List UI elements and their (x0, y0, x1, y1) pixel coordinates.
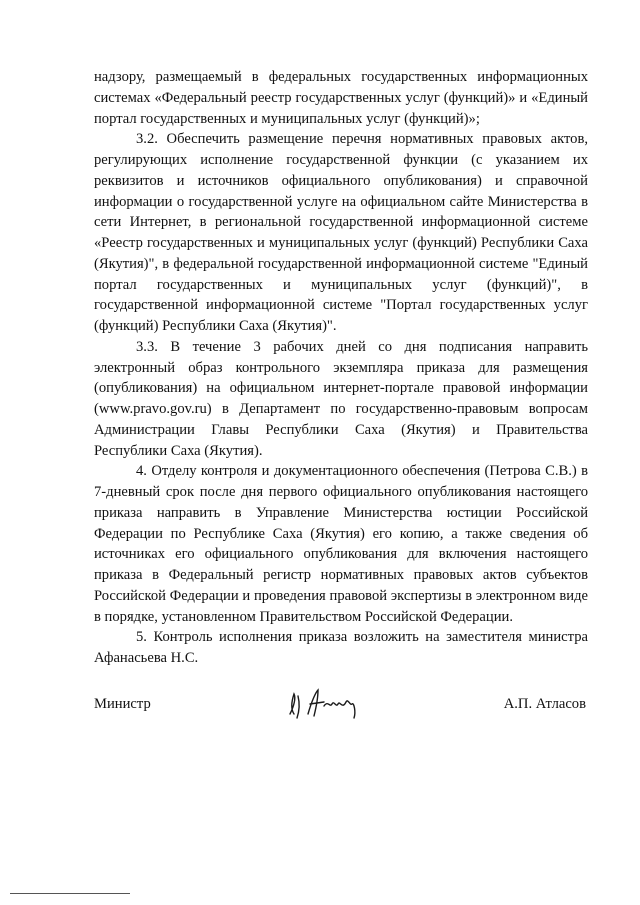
signer-title: Министр (94, 696, 151, 712)
paragraph-continuation: надзору, размещаемый в федеральных государственных информационных системах «Федеральный реестр государственных услуг (функций)» и «Единый портал государственных и муниципальных услуг (функций)»; (94, 69, 588, 127)
paragraph-5: 5. Контроль исполнения приказа возложить на заместителя министра Афанасьева Н.С. (94, 629, 588, 666)
signer-name: А.П. Атласов (503, 696, 586, 712)
signature-block (94, 692, 588, 722)
footer-divider (10, 893, 130, 894)
paragraph-3-2: 3.2. Обеспечить размещение перечня нормативных правовых актов, регулирующих исполнение государственной функции (с указанием их реквизитов и источников официального опубликования) и справочной информации о государственной услуге на официальном сайте Министерства в сети Интернет, в региональной государственной информационной системе «Реестр государственных и муниципальных услуг (функций) Республики Саха (Якутия)", в федеральной государственной информационной системе "Единый портал государственных и муниципальных услуг (функций)", в государственной информационной системе "Портал государственных услуг (функций) Республики Саха (Якутия)". (94, 131, 588, 334)
paragraph-3-3: 3.3. В течение 3 рабочих дней со дня подписания направить электронный образ контрольного экземпляра приказа для размещения (опубликования) на официальном интернет-портале правовой информации (www.pravo.gov.ru) в Департамент по государственно-правовым вопросам Администрации Главы Республики Саха (Якутия) и Правительства Республики Саха (Якутия). (94, 338, 588, 459)
paragraph-4: 4. Отделу контроля и документационного обеспечения (Петрова С.В.) в 7-дневный срок после дня первого официального опубликования настоящего приказа направить в Управление Министерства юстиции Российской Федерации по Республике Саха (Якутия) его копию, а также сведения об источниках его официального опубликования для включения настоящего приказа в Федеральный регистр нормативных правовых актов субъектов Российской Федерации и проведения правовой экспертизы в электронном виде в порядке, установленном Правительством Российской Федерации. (94, 463, 588, 625)
handwritten-signature (284, 684, 374, 724)
document-body (94, 67, 588, 669)
